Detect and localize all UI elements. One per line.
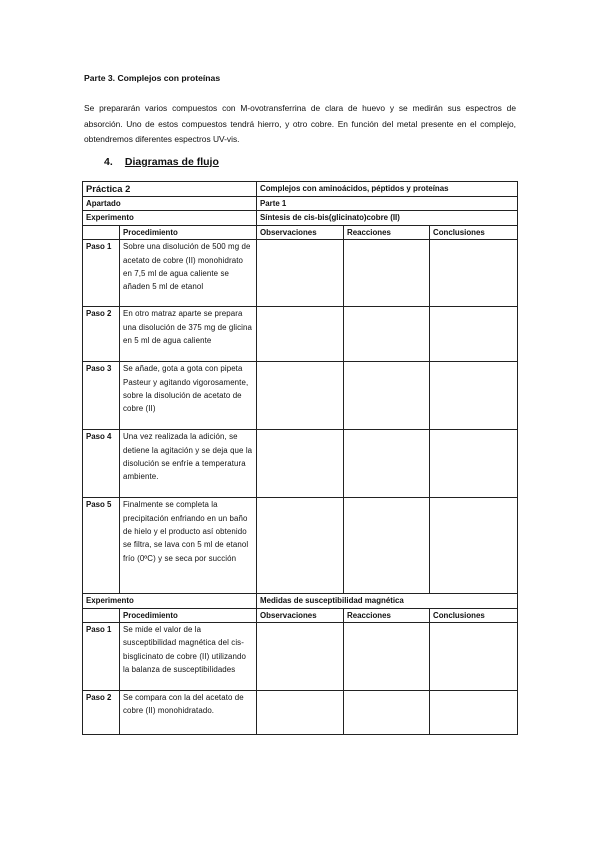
table-row [83,182,518,197]
reacciones-cell[interactable] [344,498,430,594]
header-row [83,225,518,239]
observaciones-cell[interactable] [257,623,344,691]
procedure-text: Se mide el valor de la susceptibilidad magnética del cis-bisglicinato de cobre (II) utilizando la balanza de susceptibilidades [120,623,257,691]
experiment-label: Experimento [83,211,257,225]
apartado-label: Apartado [83,197,257,211]
conclusiones-cell[interactable] [430,430,518,498]
paso-label: Paso 5 [83,498,120,594]
reacciones-cell[interactable] [344,240,430,307]
part-title: Parte 3. Complejos con proteínas [84,73,221,83]
header-reacciones: Reacciones [344,608,430,622]
reacciones-cell[interactable] [344,691,430,735]
reacciones-cell[interactable] [344,307,430,362]
header-conclusiones: Conclusiones [430,225,518,239]
procedure-text: Se añade, gota a gota con pipeta Pasteur y agitando vigorosamente, sobre la disolución de acetato de cobre (II) [120,362,257,430]
flow-diagram-table [82,181,518,735]
conclusiones-cell[interactable] [430,362,518,430]
apartado-value: Parte 1 [257,197,518,211]
header-observaciones: Observaciones [257,608,344,622]
experiment-label: Experimento [83,594,257,608]
practica-value: Complejos con aminoácidos, péptidos y proteínas [257,182,518,197]
section-number: 4. [104,156,113,168]
table-row [83,211,518,225]
header-procedimiento: Procedimiento [120,608,257,622]
header-observaciones: Observaciones [257,225,344,239]
table-row [83,197,518,211]
table-row [83,430,518,498]
practica-label: Práctica 2 [83,182,257,197]
table-row [83,594,518,608]
header-procedimiento: Procedimiento [120,225,257,239]
reacciones-cell[interactable] [344,362,430,430]
experiment-value: Medidas de susceptibilidad magnética [257,594,518,608]
header-empty [83,608,120,622]
section-title: Diagramas de flujo [124,156,219,168]
table-row [83,498,518,594]
paso-label: Paso 1 [83,623,120,691]
table-row [83,362,518,430]
observaciones-cell[interactable] [257,240,344,307]
table-row [83,623,518,691]
paso-label: Paso 3 [83,362,120,430]
header-row [83,608,518,622]
procedure-text: Finalmente se completa la precipitación enfriando en un baño de hielo y el producto así obtenido se filtra, se lava con 5 ml de etanol frío (0ºC) y se seca por succión [120,498,257,594]
procedure-text: Una vez realizada la adición, se detiene la agitación y se deja que la disolución se enfríe a temperatura ambiente. [120,430,257,498]
observaciones-cell[interactable] [257,430,344,498]
reacciones-cell[interactable] [344,623,430,691]
conclusiones-cell[interactable] [430,307,518,362]
observaciones-cell[interactable] [257,362,344,430]
procedure-text: Se compara con la del acetato de cobre (II) monohidratado. [120,691,257,735]
observaciones-cell[interactable] [257,691,344,735]
paso-label: Paso 4 [83,430,120,498]
reacciones-cell[interactable] [344,430,430,498]
procedure-text: Sobre una disolución de 500 mg de acetato de cobre (II) monohidrato en 7,5 ml de agua caliente se añaden 5 ml de etanol [120,240,257,307]
section-heading [104,156,219,168]
table-row [83,307,518,362]
conclusiones-cell[interactable] [430,691,518,735]
conclusiones-cell[interactable] [430,623,518,691]
paso-label: Paso 2 [83,307,120,362]
experiment-value: Síntesis de cis-bis(glicinato)cobre (II) [257,211,518,225]
conclusiones-cell[interactable] [430,240,518,307]
header-reacciones: Reacciones [344,225,430,239]
observaciones-cell[interactable] [257,307,344,362]
observaciones-cell[interactable] [257,498,344,594]
procedure-text: En otro matraz aparte se prepara una disolución de 375 mg de glicina en 5 ml de agua caliente [120,307,257,362]
table-row [83,691,518,735]
table-row [83,240,518,307]
paso-label: Paso 2 [83,691,120,735]
header-empty [83,225,120,239]
header-conclusiones: Conclusiones [430,608,518,622]
paso-label: Paso 1 [83,240,120,307]
conclusiones-cell[interactable] [430,498,518,594]
intro-paragraph: Se prepararán varios compuestos con M-ovotransferrina de clara de huevo y se medirán sus espectros de absorción. Uno de estos compuestos tendrá hierro, y otro cobre. En función del metal presente en el complejo, obtendremos diferentes espectros UV-vis. [84,103,516,144]
